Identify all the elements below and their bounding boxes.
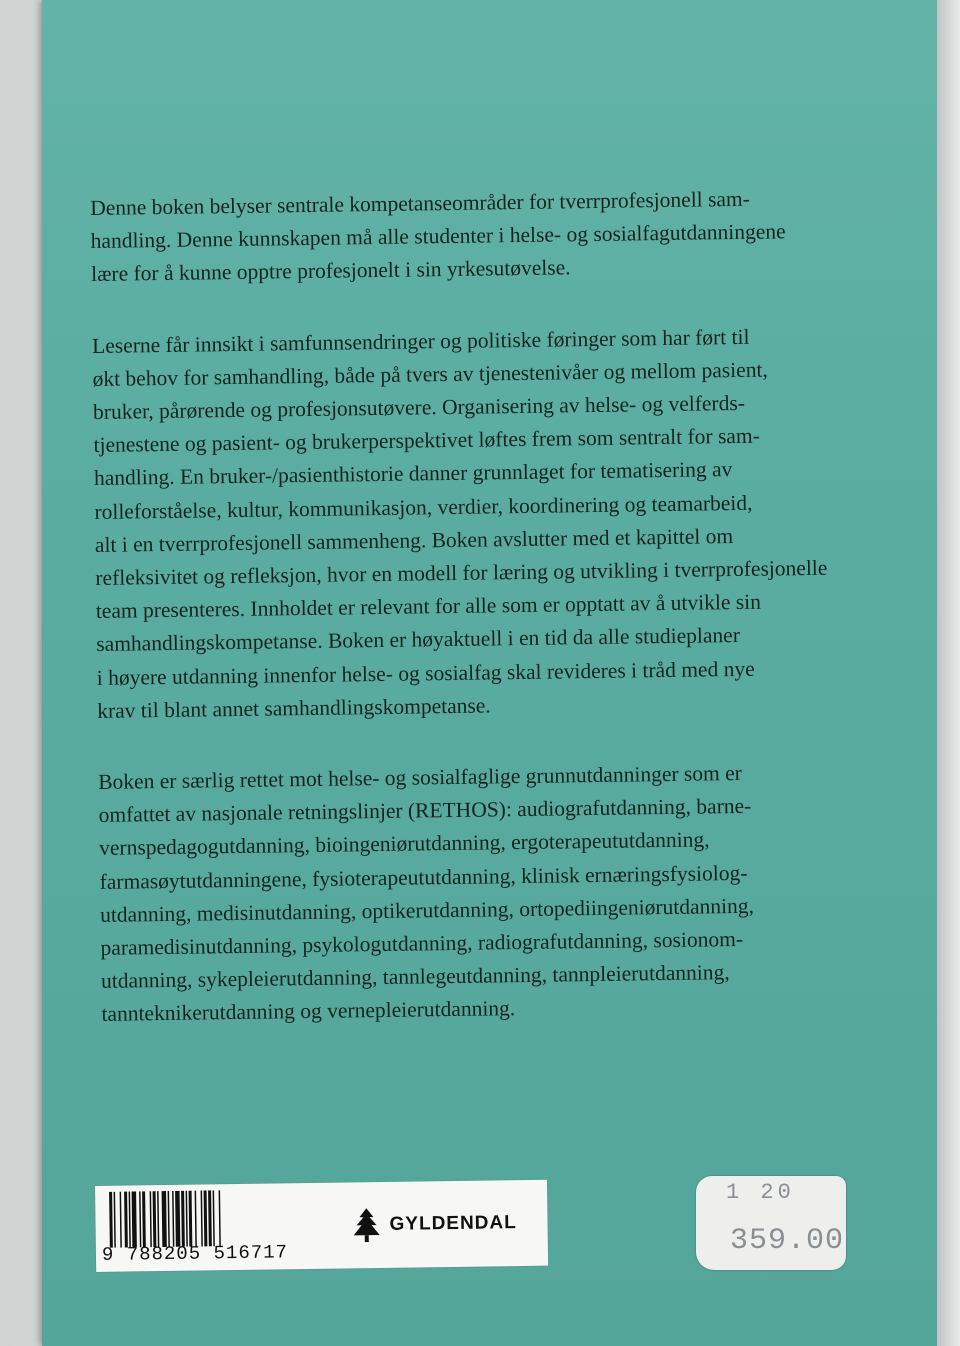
barcode-bar xyxy=(120,1192,122,1248)
price-value: 359.00 xyxy=(730,1224,845,1258)
text-line: alt i en tverrprofesjonell sammenheng. Boken avslutter med et kapittel om xyxy=(94,523,734,557)
blurb-text xyxy=(90,181,862,1031)
barcode-bar xyxy=(132,1191,137,1247)
publisher-logo xyxy=(353,1206,517,1242)
barcode-bar xyxy=(150,1191,152,1247)
text-line: tannteknikerutdanning og vernepleierutdanning. xyxy=(101,996,516,1027)
text-line: handling. Denne kunnskapen må alle studenter i helse- og sosialfagutdanningene xyxy=(90,219,786,254)
text-line: vernspedagogutdanning, bioingeniørutdanning, ergoterapeututdanning, xyxy=(98,827,710,861)
text-line: refleksivitet og refleksjon, hvor en modell for læring og utvikling i tverrprofesjonelle xyxy=(95,555,828,590)
barcode-bar xyxy=(168,1191,170,1247)
text-line: rolleforståelse, kultur, kommunikasjon, verdier, koordinering og teamarbeid, xyxy=(94,490,753,524)
barcode-bar xyxy=(142,1191,146,1247)
barcode-bar xyxy=(162,1191,167,1247)
barcode-bar xyxy=(201,1191,203,1247)
barcode-bar xyxy=(204,1190,208,1246)
barcode xyxy=(107,1189,288,1248)
barcode-bar xyxy=(208,1190,212,1246)
text-line: Denne boken belyser sentrale kompetanseområder for tverrprofesjonell sam- xyxy=(90,186,751,220)
blurb-paragraph-1 xyxy=(90,181,851,291)
barcode-bar xyxy=(186,1191,188,1247)
price-sticker xyxy=(696,1176,846,1270)
barcode-label xyxy=(95,1180,548,1272)
text-line: Leserne får innsikt i samfunnsendringer og politiske føringer som har ført til xyxy=(91,324,750,358)
barcode-bar xyxy=(219,1190,221,1246)
publisher-name: GYLDENDAL xyxy=(389,1212,517,1235)
price-code: 1 20 xyxy=(726,1180,795,1205)
blurb-paragraph-2 xyxy=(92,319,857,728)
text-line: bruker, pårørende og profesjonsutøvere. Organisering av helse- og velferds- xyxy=(92,390,746,424)
text-line: handling. En bruker-/pasienthistorie danner grunnlaget for tematisering av xyxy=(93,457,733,491)
blurb-paragraph-3 xyxy=(98,755,862,1031)
barcode-bar xyxy=(175,1191,180,1247)
barcode-bar xyxy=(124,1192,128,1248)
text-line: farmasøytutdanningene, fysioterapeututdanning, klinisk ernæringsfysiolog- xyxy=(99,860,748,894)
text-line: utdanning, medisinutdanning, optikerutdanning, ortopediingeniørutdanning, xyxy=(99,893,755,927)
text-line: team presenteres. Innholdet er relevant for alle som er opptatt av å utvikle sin xyxy=(95,589,762,624)
text-line: lære for å kunne opptre profesjonelt i sin yrkesutøvelse. xyxy=(90,255,571,287)
text-line: paramedisinutdanning, psykologutdanning, radiografutdanning, sosionom- xyxy=(100,927,744,960)
barcode-bar xyxy=(189,1191,193,1247)
text-line: tjenestene og pasient- og brukerperspektivet løftes frem som sentralt for sam- xyxy=(93,423,760,458)
text-line: økt behov for samhandling, både på tvers av tjenestenivåer og mellom pasient, xyxy=(92,357,768,391)
text-line: Boken er særlig rettet mot helse- og sosialfaglige grunnutdanninger som er xyxy=(98,761,742,794)
barcode-bar xyxy=(157,1191,159,1247)
barcode-bar xyxy=(153,1191,157,1247)
text-line: krav til blant annet samhandlingskompetanse. xyxy=(97,693,491,723)
isbn-number: 9 788205 516717 xyxy=(101,1241,289,1266)
barcode-bar xyxy=(172,1191,174,1247)
text-line: samhandlingskompetanse. Boken er høyaktuell i en tid da alle studieplaner xyxy=(96,623,741,657)
text-line: i høyere utdanning innenfor helse- og sosialfag skal revideres i tråd med nye xyxy=(96,656,755,690)
barcode-bar xyxy=(195,1191,197,1247)
barcode-bar xyxy=(129,1192,131,1248)
background-edge xyxy=(937,0,960,1346)
barcode-bar xyxy=(114,1192,116,1248)
fir-tree-icon xyxy=(353,1208,379,1242)
barcode-bar xyxy=(139,1191,141,1247)
text-line: omfattet av nasjonale retningslinjer (RETHOS): audiografutdanning, barne- xyxy=(98,794,752,828)
barcode-bar xyxy=(213,1190,215,1246)
text-line: utdanning, sykepleierutdanning, tannlegeutdanning, tannpleierutdanning, xyxy=(100,960,730,994)
book-back-cover xyxy=(42,0,937,1346)
barcode-bar xyxy=(109,1192,113,1248)
barcode-bar xyxy=(181,1191,185,1247)
